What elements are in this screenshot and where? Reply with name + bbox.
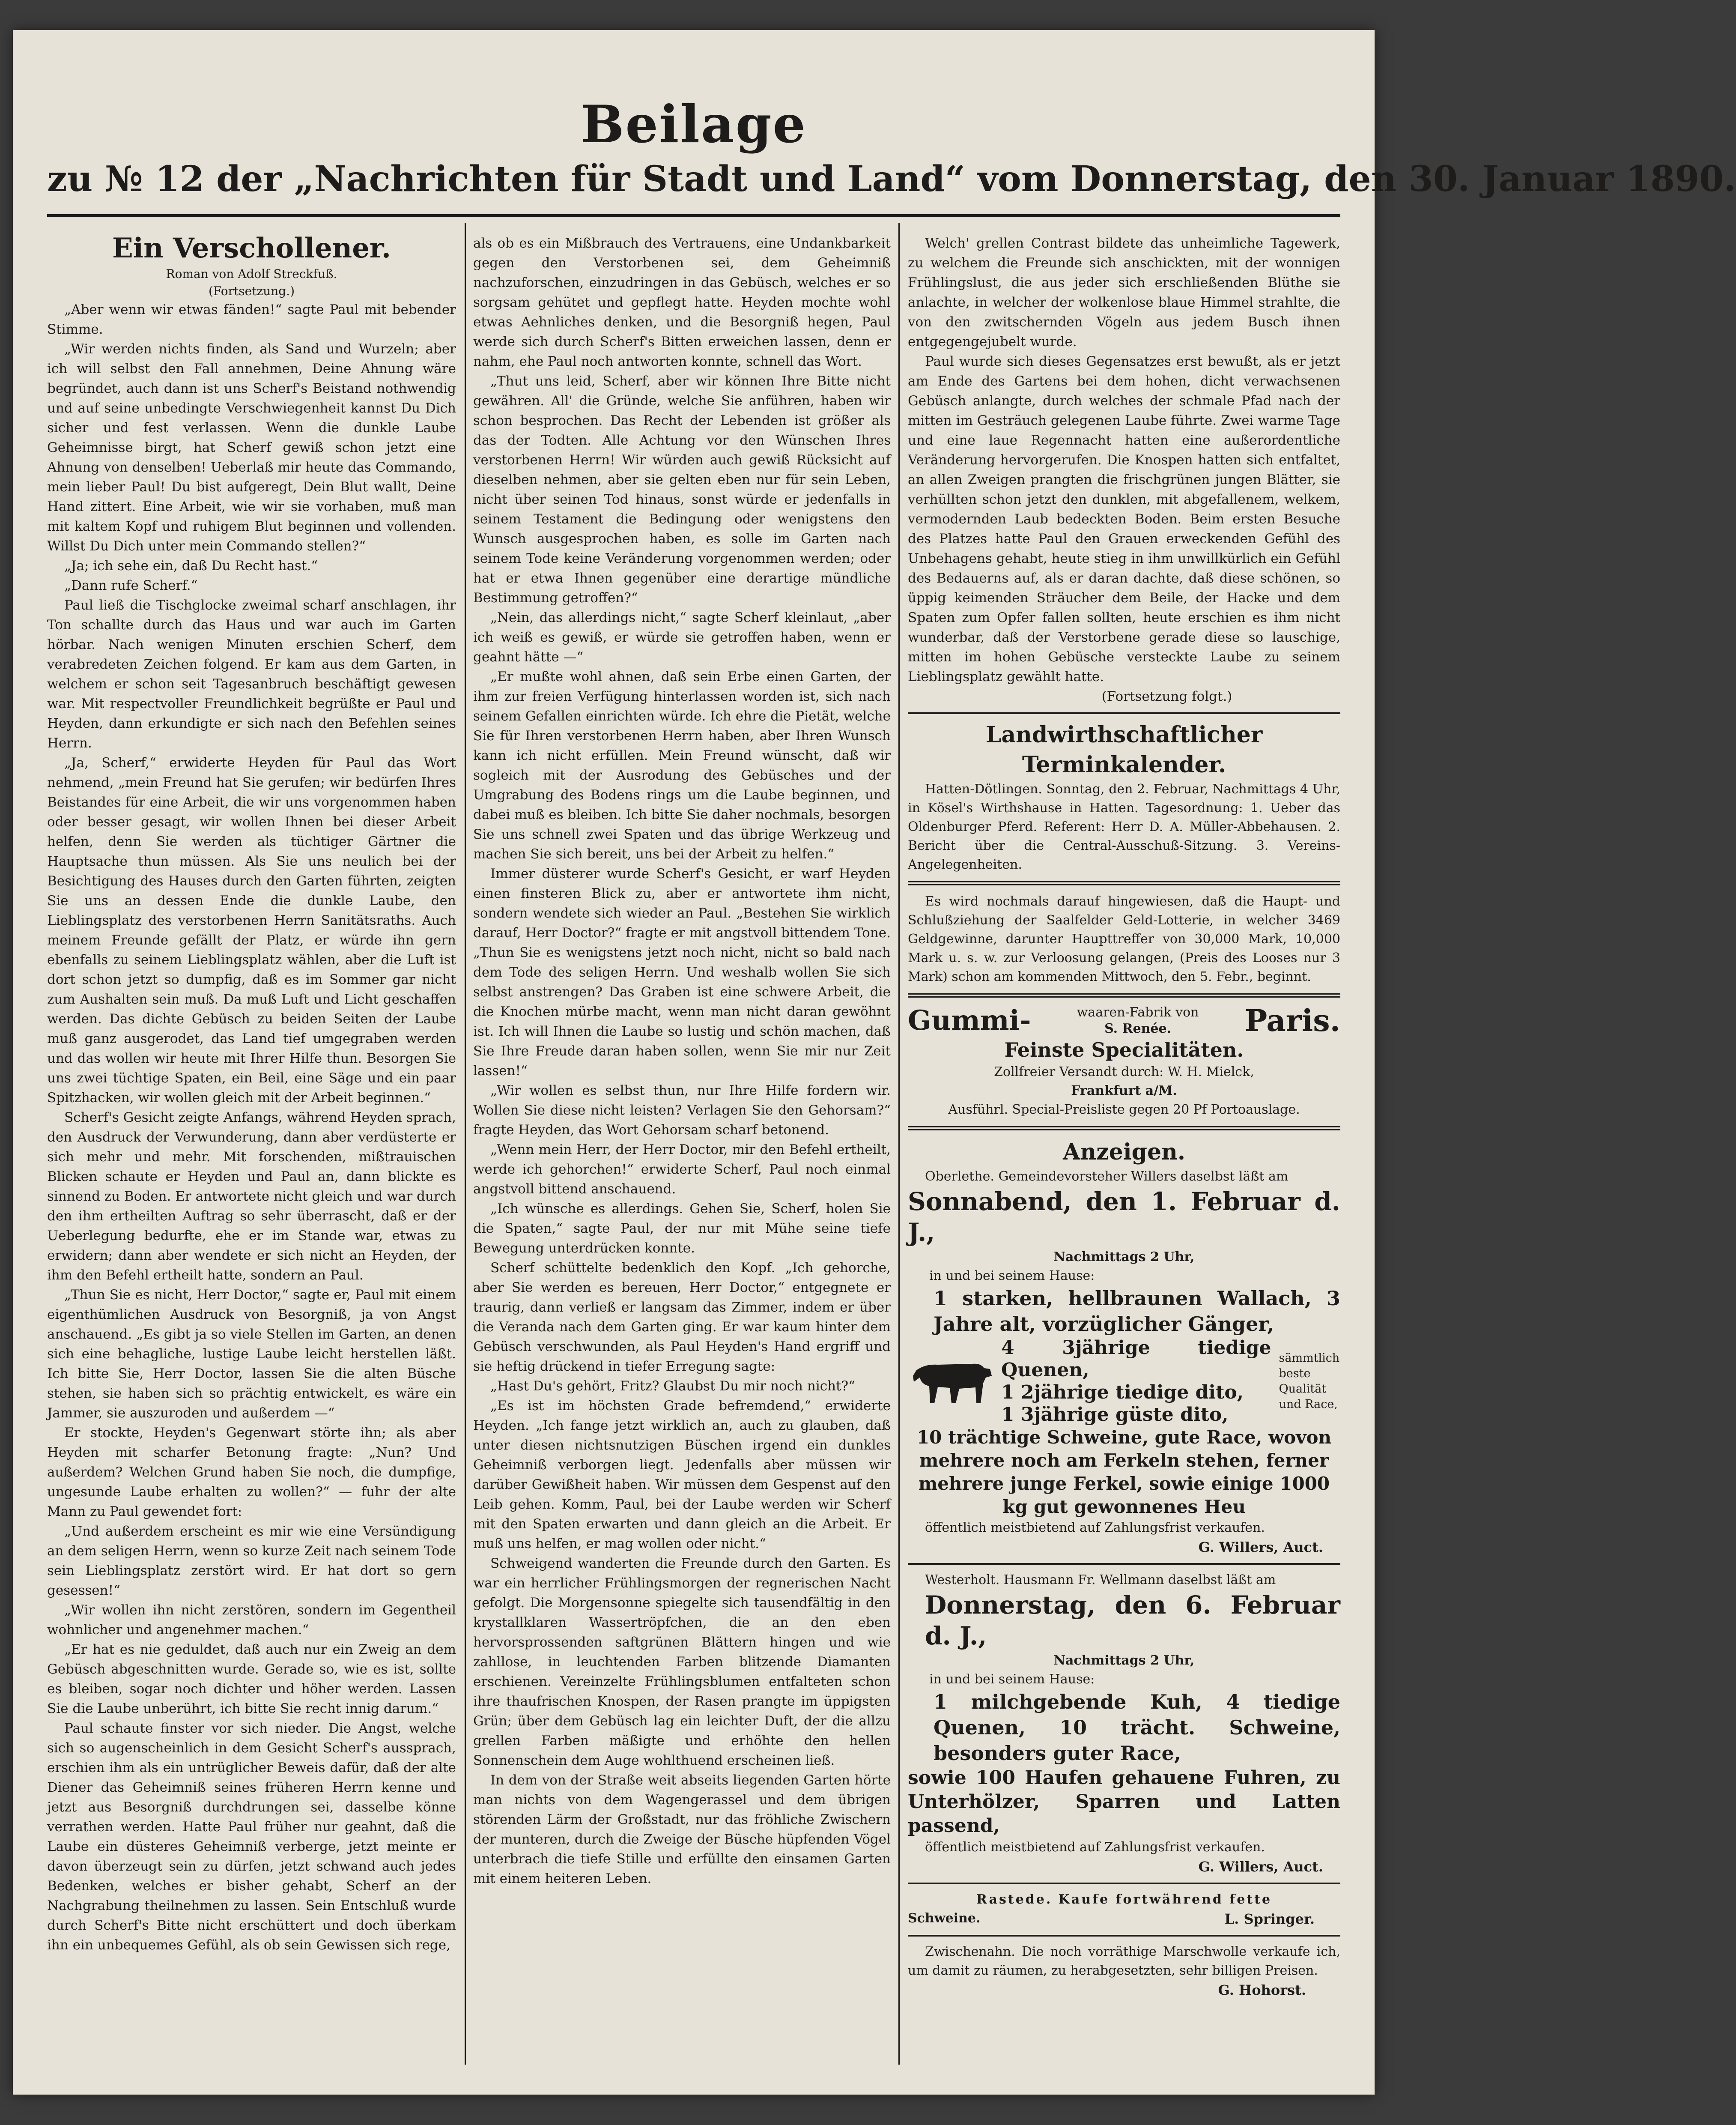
- ad3-footer: [908, 1909, 1340, 1929]
- ad1-place: in und bei seinem Hause:: [929, 1268, 1095, 1283]
- gummi-city: Paris.: [1244, 1003, 1340, 1038]
- supplement-title: Beilage: [581, 94, 807, 155]
- ad2-terms: öffentlich meistbietend auf Zahlungsfrist verkaufen.: [925, 1840, 1265, 1855]
- paragraph: Schweigend wanderten die Freunde durch den Garten. Es war ein herrlicher Frühlingsmorgen der regnerischen Nacht gefolgt. Die Morgensonne spiegelte sich tausendfältig in den krystallklaren Wassertröpfchen, die an den eben hervorsprossenden saftgrünen Blättern hingen und wie zahllose, in leuchtenden Farben blitzende Diamanten erschienen. Vereinzelte Frühlingsblumen entfalteten schon ihre thaufrischen Knospen, der Rasen prangte im üppigsten Grün; über dem Gebüsch lag ein leichter Duft, der die allzu grellen Farben mäßigte und erhöhte den hellen Sonnenschein dem Auge wohlthuend erscheinen ließ.: [473, 1556, 891, 1768]
- paragraph: „Thut uns leid, Scherf, aber wir können Ihre Bitte nicht gewähren. All' die Gründe, welche Sie anführen, haben wir schon besprochen. Das Recht der Lebenden ist größer als das der Todten. Alle Achtung vor den Wünschen Ihres verstorbenen Herrn! Wir würden auch gewiß Rücksicht auf dieselben nehmen, aber sie gelten eben nur für sein Leben, nicht über seinen Tod hinaus, sonst würde er jedenfalls in seinem Testament die Bedingung oder wenigstens den Wunsch ausgesprochen haben, es solle im Garten nach seinem Tode keine Veränderung vorgenommen werden; oder hat er etwa Ihnen gegenüber eine derartige mündliche Bestimmung getroffen?“: [473, 374, 891, 606]
- story-byline: Roman von Adolf Streckfuß.: [166, 267, 337, 281]
- paragraph: „Wir wollen es selbst thun, nur Ihre Hilfe fordern wir. Wollen Sie diese nicht leisten? Verlagen Sie den Gehorsam?“ fragte Heyden, das Wort Gehorsam scharf betonend.: [473, 1083, 891, 1138]
- ad2-signature: G. Willers, Auct.: [1198, 1859, 1323, 1875]
- paragraph: „Und außerdem erscheint es mir wie eine Versündigung an dem seligen Herrn, wenn so kurze Zeit nach seinem Tode sein Lieblingsplatz zerstört wird. Er hat dort so gern gesessen!“: [47, 1524, 456, 1598]
- divider: [908, 1126, 1340, 1130]
- ad2-item1: 1 milchgebende Kuh, 4 tiedige Quenen, 10 trächt. Schweine, besonders guter Race,: [934, 1690, 1340, 1765]
- column-rule-1: [465, 223, 466, 2065]
- cattle-line: 1 2jährige tiedige dito,: [1001, 1381, 1244, 1403]
- newspaper-page: [13, 30, 1736, 2095]
- ad2-item2: sowie 100 Haufen gehauene Fuhren, zu Unterhölzer, Sparren und Latten passend,: [908, 1767, 1340, 1837]
- paragraph: „Thun Sie es nicht, Herr Doctor,“ sagte er, Paul mit einem eigenthümlichen Ausdruck von Besorgniß, ja von Angst anschauend. „Es gibt ja so viele Stellen im Garten, an denen sich eine behagliche, lustige Laube leicht herstellen läßt. Ich bitte Sie, Herr Doctor, lassen Sie die alten Büsche stehen, sie haben sich so prächtig entwickelt, es wäre ein Jammer, sie auszuroden und außerdem —“: [47, 1287, 456, 1421]
- paragraph: Er stockte, Heyden's Gegenwart störte ihn; als aber Heyden mit scharfer Betonung fragte: „Nun? Und außerdem? Welchen Grund haben Sie noch, die dumpfige, ungesunde Laube erhalten zu wollen?“ — fuhr der alte Mann zu Paul gewendet fort:: [47, 1425, 456, 1519]
- divider: [908, 712, 1340, 714]
- paragraph: „Wenn mein Herr, der Herr Doctor, mir den Befehl ertheilt, werde ich gehorchen!“ erwiderte Scherf, Paul noch einmal angstvoll bittend anschauend.: [473, 1142, 891, 1197]
- divider: [908, 1935, 1340, 1937]
- header-rule: [47, 214, 1340, 217]
- supplement-subtitle: zu № 12 der „Nachrichten für Stadt und Land“ vom Donnerstag, den 30. Januar 1890.: [47, 158, 1736, 200]
- gummi-headline: Feinste Specialitäten.: [1004, 1038, 1244, 1061]
- paragraph: „Hast Du's gehört, Fritz? Glaubst Du mir noch nicht?“: [490, 1378, 856, 1394]
- story-column-3: [908, 233, 1340, 2071]
- ad1-terms: öffentlich meistbietend auf Zahlungsfrist verkaufen.: [925, 1520, 1265, 1535]
- ad2-time: Nachmittags 2 Uhr,: [1053, 1653, 1195, 1668]
- paragraph: als ob es ein Mißbrauch des Vertrauens, eine Undankbarkeit gegen den Verstorbenen sei, dem Geheimniß nachzuforschen, einzudringen in das Gebüsch, welches er so sorgsam gehütet und gepflegt hatte. Heyden mochte wohl etwas Aehnliches denken, und die Besorgniß hegen, Paul werde sich durch Scherf's Bitten erweichen lassen, denn er nahm, ehe Paul noch antworten konnte, schnell das Wort.: [473, 236, 891, 369]
- paragraph: Immer düsterer wurde Scherf's Gesicht, er warf Heyden einen finsteren Blick zu, aber er antwortete ihm nicht, sondern wendete sich wieder an Paul. „Bestehen Sie wirklich darauf, Herr Doctor?“ fragte er mit angstvoll bittendem Tone. „Thun Sie es wenigstens jetzt noch nicht, nicht so bald nach dem Tode des seligen Herrn. Und weshalb wollen Sie sich selbst anstrengen? Das Graben ist eine schwere Arbeit, die die Knochen mürbe macht, wenn man nicht daran gewöhnt ist. Ich will Ihnen die Laube so lustig und schön machen, daß Sie Ihre Freude daran haben sollen, wenn Sie mir nur Zeit lassen!“: [473, 866, 891, 1079]
- story-continuation: (Fortsetzung.): [208, 284, 295, 298]
- story-title: Ein Verschollener.: [112, 232, 391, 264]
- ad2-date: Donnerstag, den 6. Februar d. J.,: [925, 1590, 1340, 1650]
- paragraph: „Dann rufe Scherf.“: [64, 578, 198, 593]
- divider: [908, 1563, 1340, 1565]
- ad4-text: Zwischenahn. Die noch vorräthige Marschwolle verkaufe ich, um damit zu räumen, zu herabgesetzten, sehr billigen Preisen.: [908, 1944, 1340, 1978]
- paragraph: „Ja, Scherf,“ erwiderte Heyden für Paul das Wort nehmend, „mein Freund hat Sie gerufen; wir bedürfen Ihres Beistandes für eine Arbeit, die wir uns vorgenommen haben oder besser gesagt, wir wollen Ihnen bei dieser Arbeit helfen, denn Sie werden als tüchtiger Gärtner die Hauptsache thun müssen. Als Sie uns neulich bei der Besichtigung des Hauses durch den Garten führten, zeigten Sie uns an dessen Ende die dunkle Laube, den Lieblingsplatz des verstorbenen Herrn Sanitätsraths. Auch meinem Freunde gefällt der Platz, er würde ihn gern ebenfalls zu seinem Lieblingsplatz wählen, aber die Luft ist dort schon jetzt so dumpfig, daß es im Sommer gar nicht zum Aushalten sein muß. Da muß Luft und Licht geschaffen werden. Das dichte Gebüsch zu beiden Seiten der Laube muß ganz ausgerodet, das Land tief umgegraben werden und das wollen wir heute mit Ihrer Hilfe thun. Besorgen Sie uns zwei tüchtige Spaten, ein Beil, eine Säge und ein paar Spitzhacken, wir wollen gleich mit der Arbeit beginnen.“: [47, 755, 456, 1106]
- paragraph: „Aber wenn wir etwas fänden!“ sagte Paul mit bebender Stimme.: [47, 302, 456, 337]
- gummi-company-line: waaren-Fabrik von: [1077, 1005, 1199, 1020]
- ad1-cattle-note: sämmtlich beste Qualität und Race,: [1279, 1351, 1340, 1411]
- story-column-1: [47, 227, 456, 2069]
- story-continued-note: (Fortsetzung folgt.): [1101, 689, 1232, 704]
- ad4-signature: G. Hohorst.: [1218, 1982, 1306, 1998]
- gummi-ad-header: [908, 1004, 1340, 1037]
- column-rule-2: [898, 223, 900, 2065]
- ad3-line2: Schweine.: [908, 1911, 981, 1926]
- ad1-signature: G. Willers, Auct.: [1198, 1539, 1323, 1555]
- gummi-company-name: S. Renée.: [1104, 1021, 1172, 1036]
- paragraph: „Ja; ich sehe ein, daß Du Recht hast.“: [64, 558, 318, 574]
- story-column-2: [473, 233, 891, 2071]
- paragraph: „Es ist im höchsten Grade befremdend,“ erwiderte Heyden. „Ich fange jetzt wirklich an, auch zu glauben, daß unter diesen nichtsnutzigen Büschen irgend ein dunkles Geheimniß verborgen liegt. Jedenfalls aber müssen wir darüber Gewißheit haben. Wir müssen dem Gespenst auf den Leib gehen. Komm, Paul, bei der Laube werden wir Scherf mit den Spaten erwarten und dann gleich an die Arbeit. Er muß uns helfen, er mag wollen oder nicht.“: [473, 1398, 891, 1551]
- paragraph: „Nein, das allerdings nicht,“ sagte Scherf kleinlaut, „aber ich weiß es gewiß, er würde sie getroffen haben, wenn er geahnt hätte —“: [473, 610, 891, 665]
- gummi-company: [1077, 1004, 1199, 1037]
- ad2-place: in und bei seinem Hause:: [929, 1672, 1095, 1687]
- cow-icon: [908, 1351, 993, 1412]
- ad3-line1: Rastede. Kaufe fortwährend fette: [976, 1892, 1272, 1907]
- ad2-intro: Westerholt. Hausmann Fr. Wellmann daselbst läßt am: [925, 1572, 1276, 1587]
- ad3-signature: L. Springer.: [1224, 1911, 1315, 1927]
- divider: [908, 881, 1340, 885]
- ad1-intro: Oberlethe. Gemeindevorsteher Willers daselbst läßt am: [925, 1169, 1289, 1184]
- cattle-line: 4 3jährige tiedige Quenen,: [1001, 1337, 1271, 1381]
- paragraph: Paul schaute finster vor sich nieder. Die Angst, welche sich so augenscheinlich in dem Gesicht Scherf's aussprach, erschien ihm als ein untrüglicher Beweis dafür, daß der alte Diener das Geheimniß seines früheren Herrn kenne und jetzt aus Besorgniß durchdrungen sei, dasselbe könne verrathen werden. Hatte Paul früher nur geahnt, daß die Laube ein düsteres Geheimniß verberge, jetzt meinte er davon überzeugt sein zu dürfen, jetzt schwand auch jedes Bedenken, welches er bisher gehabt, Scherf an der Nachgrabung theilnehmen zu lassen. Sein Entschluß wurde durch Scherf's Bitte nicht erschüttert und doch überkam ihn ein unbequemes Gefühl, als ob sein Gewissen sich rege,: [47, 1721, 456, 1953]
- paragraph: „Er hat es nie geduldet, daß auch nur ein Zweig an dem Gebüsch abgeschnitten wurde. Gerade so, wie es ist, sollte es bleiben, sogar noch dichter und höher werden. Lassen Sie die Laube unberührt, ich bitte Sie recht innig darum.“: [47, 1642, 456, 1716]
- gummi-line: Ausführl. Special-Preisliste gegen 20 Pf Portoauslage.: [948, 1102, 1300, 1117]
- paragraph: „Wir werden nichts finden, als Sand und Wurzeln; aber ich will selbst den Fall annehmen, Deine Ahnung wäre begründet, auch dann ist uns Scherf's Beistand nothwendig und auf seine unbedingte Verschwiegenheit kannst Du Dich sicher und fest verlassen. Wenn die dunkle Laube Geheimnisse birgt, hat Scherf gewiß schon jetzt eine Ahnung von denselben! Ueberlaß mir heute das Commando, mein lieber Paul! Du bist aufgeregt, Dein Blut wallt, Deine Hand zittert. Eine Arbeit, wie wir sie vorhaben, muß man mit kaltem Kopf und ruhigem Blut beginnen und vollenden. Willst Du Dich unter mein Commando stellen?“: [47, 341, 456, 554]
- gummi-word: Gummi-: [908, 1004, 1031, 1037]
- paragraph: „Ich wünsche es allerdings. Gehen Sie, Scherf, holen Sie die Spaten,“ sagte Paul, der nur mit Mühe seine tiefe Bewegung unterdrücken konnte.: [473, 1201, 891, 1256]
- cattle-line: 1 3jährige güste dito,: [1001, 1404, 1229, 1426]
- paragraph: „Er mußte wohl ahnen, daß sein Erbe einen Garten, der ihm zur freien Verfügung hinterlassen worden ist, sich nach seinem Gefallen einrichten würde. Ich ehre die Pietät, welche Sie für Ihren verstorbenen Herrn haben, aber Ihren Wunsch kann ich nicht erfüllen. Mein Freund wünscht, daß wir sogleich mit der Ausrodung des Gebüsches und der Umgrabung des Bodens rings um die Laube beginnen, und dabei muß es bleiben. Ich bitte Sie daher nochmals, besorgen Sie uns schnell zwei Spaten und das übrige Werkzeug und machen Sie sich bereit, uns bei der Arbeit zu helfen.“: [473, 669, 891, 862]
- paragraph: In dem von der Straße weit abseits liegenden Garten hörte man nichts von dem Wagengerassel und dem übrigen störenden Lärm der Großstadt, nur das fröhliche Zwischern der munteren, durch die Zweige der Büsche hüpfenden Vögel unterbrach die tiefe Stille und erfüllte den einsamen Garten mit einem heiteren Leben.: [473, 1772, 891, 1886]
- calendar-text: Hatten-Dötlingen. Sonntag, den 2. Februar, Nachmittags 4 Uhr, in Kösel's Wirthshause in Hatten. Tagesordnung: 1. Ueber das Oldenburger Pferd. Referent: Herr D. A. Müller-Abbehausen. 2. Bericht über die Central-Ausschuß-Sitzung. 3. Vereins-Angelegenheiten.: [908, 782, 1340, 872]
- ad1-cattle-block: [908, 1337, 1340, 1426]
- paragraph: Scherf's Gesicht zeigte Anfangs, während Heyden sprach, den Ausdruck der Verwunderung, dann aber verdüsterte er sich mehr und mehr. Mit forschenden, mißtrauischen Blicken schaute er Heyden und Paul an, dann blickte es sinnend zu Boden. Er antwortete nicht gleich und war durch den ihm ertheilten Auftrag so sehr überrascht, daß er der Ueberlegung bedurfte, ehe er im Stande war, etwas zu erwidern; dann aber wendete er sich nicht an Heyden, der ihm den Befehl ertheilt hatte, sondern an Paul.: [47, 1110, 456, 1283]
- ads-title: Anzeigen.: [1063, 1139, 1185, 1165]
- gummi-line: Frankfurt a/M.: [1071, 1083, 1177, 1098]
- calendar-title: Landwirthschaftlicher Terminkalender.: [985, 722, 1263, 778]
- ad1-item1: 1 starken, hellbraunen Wallach, 3 Jahre alt, vorzüglicher Gänger,: [934, 1287, 1340, 1336]
- ad1-item2: 10 trächtige Schweine, gute Race, wovon mehrere noch am Ferkeln stehen, ferner mehrere junge Ferkel, sowie einige 1000 kg gut gewonnenes Heu: [916, 1427, 1332, 1517]
- paragraph: Scherf schüttelte bedenklich den Kopf. „Ich gehorche, aber Sie werden es bereuen, Herr Doctor,“ entgegnete er traurig, dann verließ er langsam das Zimmer, indem er über die Veranda nach dem Garten ging. Er war kaum hinter dem Gebüsch verschwunden, als Paul Heyden's Hand ergriff und sie heftig drückend in tiefer Erregung sagte:: [473, 1260, 891, 1374]
- ad1-time: Nachmittags 2 Uhr,: [1053, 1249, 1195, 1264]
- divider: [908, 1883, 1340, 1884]
- lottery-text: Es wird nochmals darauf hingewiesen, daß die Haupt- und Schlußziehung der Saalfelder Geld-Lotterie, in welcher 3469 Geldgewinne, darunter Haupttreffer von 30,000 Mark, 10,000 Mark u. s. w. zur Verloosung gelangen, (Preis des Looses nur 3 Mark) schon am kommenden Mittwoch, den 5. Febr., beginnt.: [908, 894, 1340, 984]
- paragraph: „Wir wollen ihn nicht zerstören, sondern im Gegentheil wohnlicher und angenehmer machen.“: [47, 1602, 456, 1638]
- gummi-line: Zollfreier Versandt durch: W. H. Mielck,: [994, 1064, 1254, 1079]
- paragraph: Paul ließ die Tischglocke zweimal scharf anschlagen, ihr Ton schallte durch das Haus und war auch im Garten hörbar. Nach wenigen Minuten erschien Scherf, dem verabredeten Zeichen folgend. Er kam aus dem Garten, in welchem er schon seit Tagesanbruch beschäftigt gewesen war. Mit respectvoller Freundlichkeit begrüßte er Paul und Heyden, dann erkundigte er sich nach den Befehlen seines Herrn.: [47, 598, 456, 751]
- paragraph: Paul wurde sich dieses Gegensatzes erst bewußt, als er jetzt am Ende des Gartens bei dem hohen, dicht verwachsenen Gebüsch anlangte, durch welches der schmale Pfad nach der mitten im Gesträuch gelegenen Laube führte. Zwei warme Tage und eine laue Regennacht hatten eine außerordentliche Veränderung hervorgerufen. Die Knospen hatten sich entfaltet, an allen Zweigen prangten die frischgrünen jungen Blätter, sie verhüllten schon jetzt den dunklen, mit abgefallenem, welkem, vermodernden Laub bedeckten Boden. Beim ersten Besuche des Platzes hatte Paul den Grauen erweckenden Gefühl des Unbehagens gehabt, heute stieg in ihm unwillkürlich ein Gefühl des Bedauerns auf, als er daran dachte, daß diese schönen, so üppig keimenden Sträucher dem Beile, der Hacke und dem Spaten zum Opfer fallen sollten, heute erschien es ihm nicht wunderbar, daß der Verstorbene gerade diese so lauschige, mitten im hohen Gebüsche versteckte Laube zu seinem Lieblingsplatz gewählt hatte.: [908, 354, 1340, 684]
- ad1-date: Sonnabend, den 1. Februar d. J.,: [908, 1187, 1340, 1247]
- divider: [908, 993, 1340, 998]
- ad1-cattle-lines: [1001, 1337, 1271, 1426]
- paragraph: Welch' grellen Contrast bildete das unheimliche Tagewerk, zu welchem die Freunde sich anschickten, mit der wonnigen Frühlingslust, die aus jeder sich erschließenden Blüthe sie anlachte, in welcher der wolkenlose blaue Himmel strahlte, die von den zwitschernden Vögeln aus jedem Busch ihnen entgegengejubelt wurde.: [908, 236, 1340, 350]
